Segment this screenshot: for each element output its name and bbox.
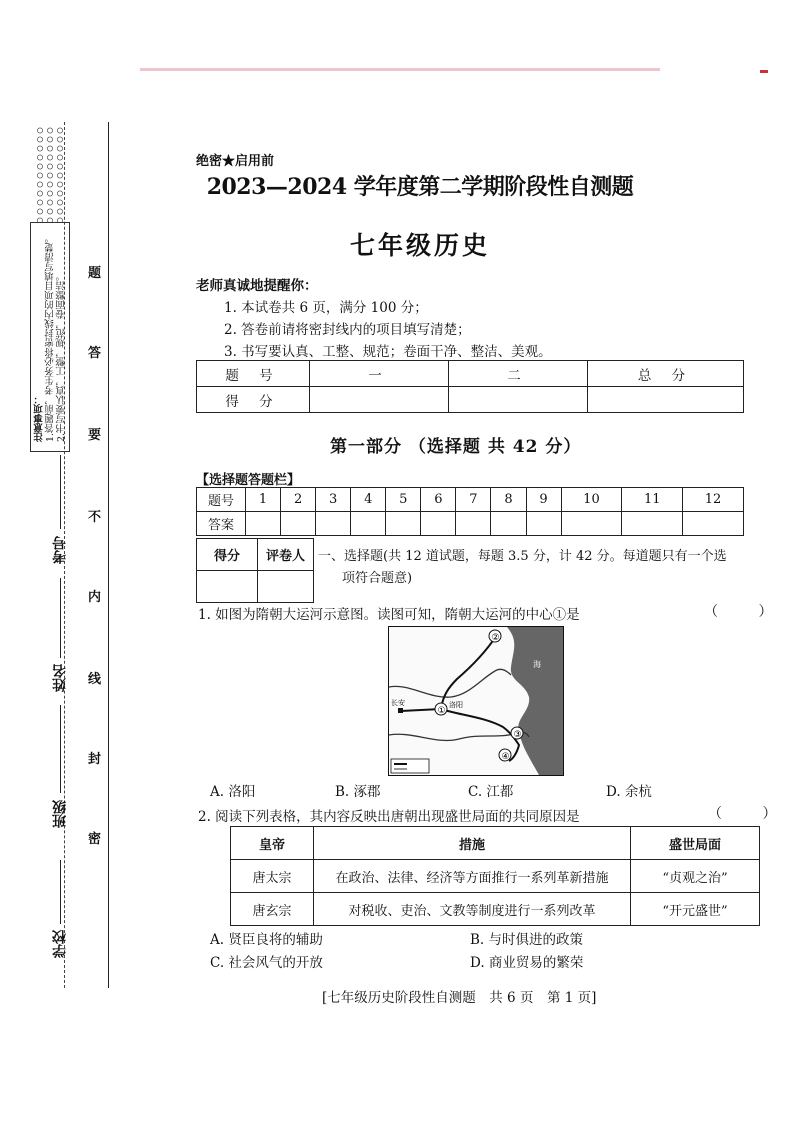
grader-box [196,538,314,603]
seal-char-6: 要 [88,428,102,443]
changan-label: 长安 [391,699,405,707]
field-class-line[interactable] [60,705,61,793]
score-header-part2: 二 [449,361,588,387]
marker-4-label: ④ [501,752,510,762]
score-row-label: 得 分 [197,387,310,413]
q2-header-result: 盛世局面 [631,827,760,860]
page-footer: [七年级历史阶段性自测题 共 6 页 第 1 页] [322,990,597,1006]
part1-title: 第一部分 （选择题 共 42 分） [330,437,582,457]
answer-number: 10 [561,488,622,512]
q2-row1-emperor: 唐太宗 [231,860,314,893]
question-1-option-d[interactable]: D. 余杭 [606,784,652,800]
seal-char-2: 封 [88,752,102,767]
seal-char-8: 题 [88,266,102,281]
answer-grid-row-label: 答案 [197,512,246,536]
score-table [196,360,744,413]
question-2-option-b[interactable]: B. 与时俱进的政策 [470,932,584,948]
score-cell-total[interactable] [588,387,744,413]
answer-cell[interactable] [561,512,622,536]
answer-cell[interactable] [421,512,456,536]
answer-number: 3 [316,488,351,512]
section-line-1: 一、选择题(共 12 道试题，每题 3.5 分，计 42 分。每道题只有一个选 [318,549,727,564]
section-instructions [318,546,748,590]
question-2-table [230,826,760,926]
seal-char-5: 不 [88,510,102,525]
field-name-line[interactable] [60,578,61,658]
grand-canal-map [388,626,564,776]
answer-number: 2 [281,488,316,512]
binding-holes [35,126,65,222]
score-cell-part1[interactable] [310,387,449,413]
seal-char-3: 线 [88,672,102,687]
answer-number: 8 [491,488,526,512]
sea-label: 海 [533,660,541,669]
answer-number: 7 [456,488,491,512]
field-name-label: 姓名 [52,664,68,692]
score-header-part1: 一 [310,361,449,387]
rule-3: 3. 书写要认真、工整、规范；卷面干净、整洁、美观。 [224,344,552,360]
notice-line-1: 1.答题前，考生务必将密封线内的项目填写清楚。 [45,233,56,442]
question-2-answer-paren[interactable]: （ ） [708,806,794,822]
answer-number: 9 [526,488,561,512]
field-number-label: 考号 [52,536,68,564]
question-2-stem: 2. 阅读下列表格，其内容反映出唐朝出现盛世局面的共同原因是 [198,809,580,825]
map-legend [391,759,429,773]
notice-line-2: 2.书写要认真，工整，规范，卷面整洁。 [56,271,67,442]
question-2-option-d[interactable]: D. 商业贸易的繁荣 [470,955,584,971]
seal-char-1: 密 [88,832,102,847]
field-school-label: 学校 [52,930,68,958]
answer-number: 12 [683,488,744,512]
answer-number: 6 [421,488,456,512]
rule-1: 1. 本试卷共 6 页，满分 100 分； [224,300,428,316]
answer-number: 4 [351,488,386,512]
question-1-option-b[interactable]: B. 涿郡 [335,784,381,800]
score-header-total: 总 分 [588,361,744,387]
answer-cell[interactable] [491,512,526,536]
q2-row2-result: “开元盛世” [631,893,760,926]
answer-bar-label: 【选择题答题栏】 [196,473,301,488]
answer-cell[interactable] [351,512,386,536]
section-line-2: 项符合题意) [342,571,413,586]
notice-text [34,230,66,442]
field-class-label: 班级 [52,800,68,828]
answer-number: 11 [622,488,683,512]
question-2-option-c[interactable]: C. 社会风气的开放 [210,955,323,971]
answer-cell[interactable] [456,512,491,536]
q2-row1-result: “贞观之治” [631,860,760,893]
grand-canal-map-svg [389,627,563,775]
yongji-canal [441,635,497,709]
rule-2: 2. 答卷前请将密封线内的项目填写清楚； [224,322,471,338]
confidential-mark: 绝密★启用前 [196,154,275,169]
reminder-heading: 老师真诚地提醒你： [196,278,318,294]
grader-score-cell[interactable] [197,571,258,603]
changan-marker [398,708,403,713]
corner-mark [760,70,768,73]
marker-2-label: ② [491,633,500,643]
answer-cell[interactable] [281,512,316,536]
answer-number: 5 [386,488,421,512]
question-1-stem: 1. 如图为隋朝大运河示意图。读图可知，隋朝大运河的中心①是 [198,607,580,623]
field-number-line[interactable] [60,455,61,529]
field-school-line[interactable] [60,860,61,924]
q2-header-emperor: 皇帝 [231,827,314,860]
answer-cell[interactable] [526,512,561,536]
grader-score-label: 得分 [197,539,258,571]
score-cell-part2[interactable] [449,387,588,413]
answer-grid-header: 题号 [197,488,246,512]
question-1-option-c[interactable]: C. 江都 [468,784,514,800]
answer-cell[interactable] [622,512,683,536]
q2-row1-measures: 在政治、法律、经济等方面推行一系列革新措施 [314,860,631,893]
answer-cell[interactable] [386,512,421,536]
seal-char-7: 答 [88,346,102,361]
answer-number: 1 [246,488,281,512]
answer-cell[interactable] [683,512,744,536]
answer-cell[interactable] [316,512,351,536]
answer-cell[interactable] [246,512,281,536]
exam-title: 2023—2024 学年度第二学期阶段性自测题 [206,174,634,200]
exam-subject: 七年级历史 [349,231,490,260]
top-edge-line [140,68,660,71]
score-header-label: 题 号 [197,361,310,387]
grader-name-label: 评卷人 [258,539,314,571]
question-1-option-a[interactable]: A. 洛阳 [210,784,256,800]
marker-1-label: ① [437,706,446,716]
grader-name-cell[interactable] [258,571,314,603]
q2-row2-measures: 对税收、吏治、文教等制度进行一系列改革 [314,893,631,926]
question-2-option-a[interactable]: A. 贤臣良将的辅助 [210,932,323,948]
yangtze-river [389,732,529,740]
yellow-river [389,669,511,697]
answer-grid [196,487,744,536]
luoyang-label: 洛阳 [449,701,463,709]
q2-row2-emperor: 唐玄宗 [231,893,314,926]
seal-char-4: 内 [88,590,102,605]
question-1-answer-paren[interactable]: （ ） [704,604,791,620]
marker-3-label: ③ [513,730,522,740]
q2-header-measures: 措施 [314,827,631,860]
notice-title: 注意事项： [34,394,45,442]
